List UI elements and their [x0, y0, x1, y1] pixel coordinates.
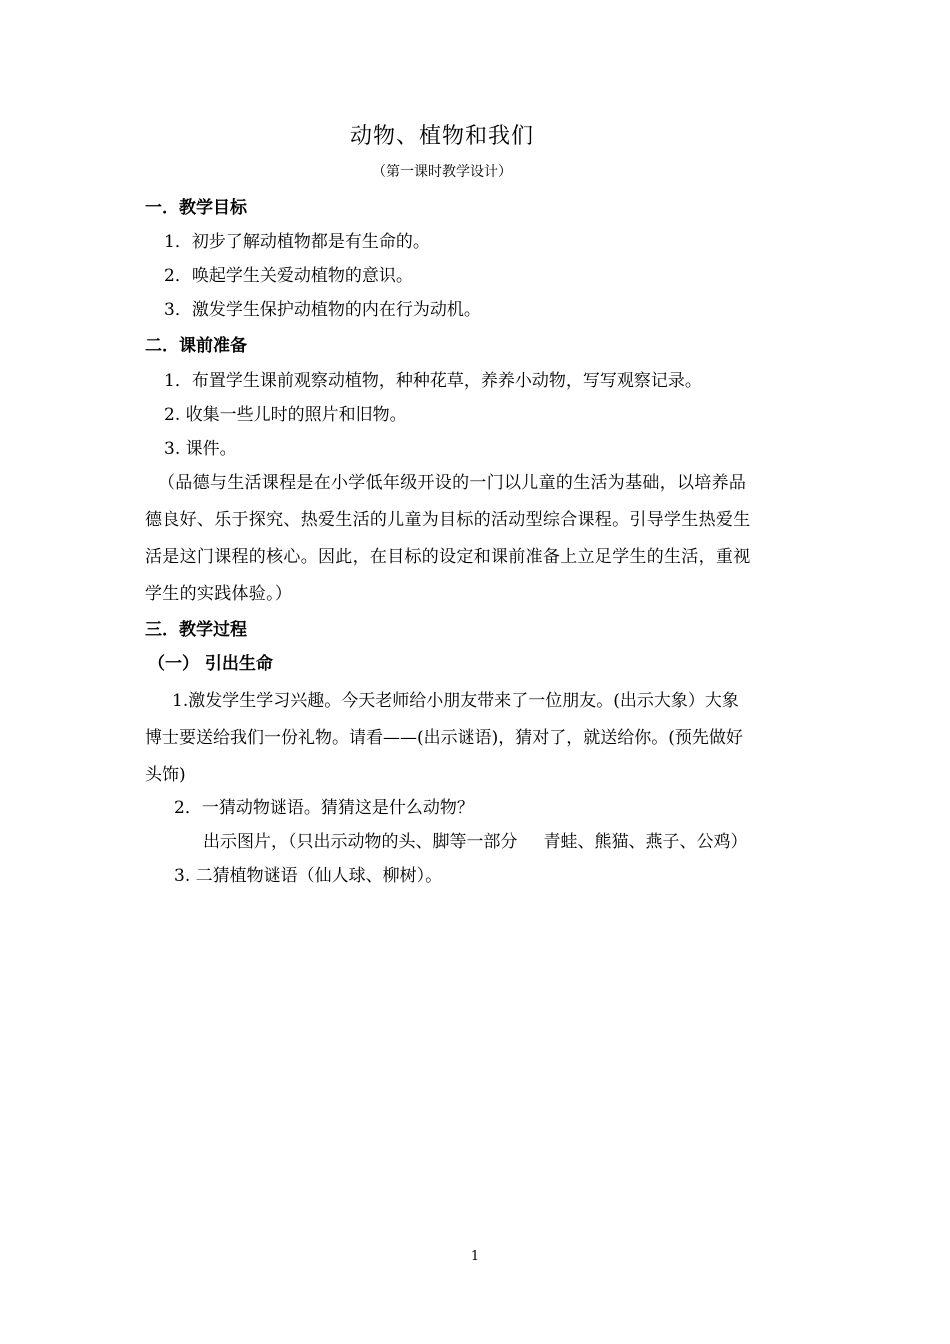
- page-subtitle: （第一课时教学设计）: [372, 164, 512, 180]
- list-item: 3．激发学生保护动植物的内在行为动机。: [164, 300, 481, 320]
- detail-part: 出示图片，（只出示动物的头、脚等一部分: [203, 832, 518, 852]
- page-number: 1: [470, 1249, 480, 1264]
- list-item: 3. 二猜植物谜语（仙人球、柳树）。: [174, 866, 443, 886]
- note-paragraph-line: 学生的实践体验。）: [145, 584, 293, 604]
- list-item: 2．唤起学生关爱动植物的意识。: [164, 266, 413, 286]
- list-item: 1．初步了解动植物都是有生命的。: [164, 232, 430, 252]
- list-item: 2. 收集一些儿时的照片和旧物。: [164, 405, 407, 425]
- note-paragraph-line: （品德与生活课程是在小学低年级开设的一门以儿童的生活为基础，以培养品: [158, 473, 747, 493]
- subsection-heading: （一） 引出生命: [148, 654, 273, 674]
- list-item: 3. 课件。: [164, 439, 237, 459]
- paragraph-line: 博士要送给我们一份礼物。请看——(出示谜语)，猜对了，就送给你。(预先做好: [145, 728, 743, 748]
- paragraph-line: 头饰): [145, 765, 186, 785]
- note-paragraph-line: 活是这门课程的核心。因此，在目标的设定和课前准备上立足学生的生活，重视: [145, 547, 751, 567]
- list-item: 1．布置学生课前观察动植物，种种花草，养养小动物，写写观察记录。: [164, 371, 702, 391]
- section-heading-preparation: 二．课前准备: [145, 336, 247, 356]
- detail-part: 青蛙、熊猫、燕子、公鸡）: [543, 832, 748, 852]
- note-paragraph-line: 德良好、乐于探究、热爱生活的儿童为目标的活动型综合课程。引导学生热爱生: [145, 510, 751, 530]
- list-item-detail: [203, 830, 748, 854]
- paragraph-line: 1.激发学生学习兴趣。今天老师给小朋友带来了一位朋友。(出示大象）大象: [172, 691, 739, 711]
- section-heading-process: 三．教学过程: [145, 620, 247, 640]
- list-item: 2．一猜动物谜语。猜猜这是什么动物？: [174, 798, 474, 818]
- section-heading-objectives: 一．教学目标: [145, 198, 247, 218]
- page-title: 动物、植物和我们: [349, 124, 534, 149]
